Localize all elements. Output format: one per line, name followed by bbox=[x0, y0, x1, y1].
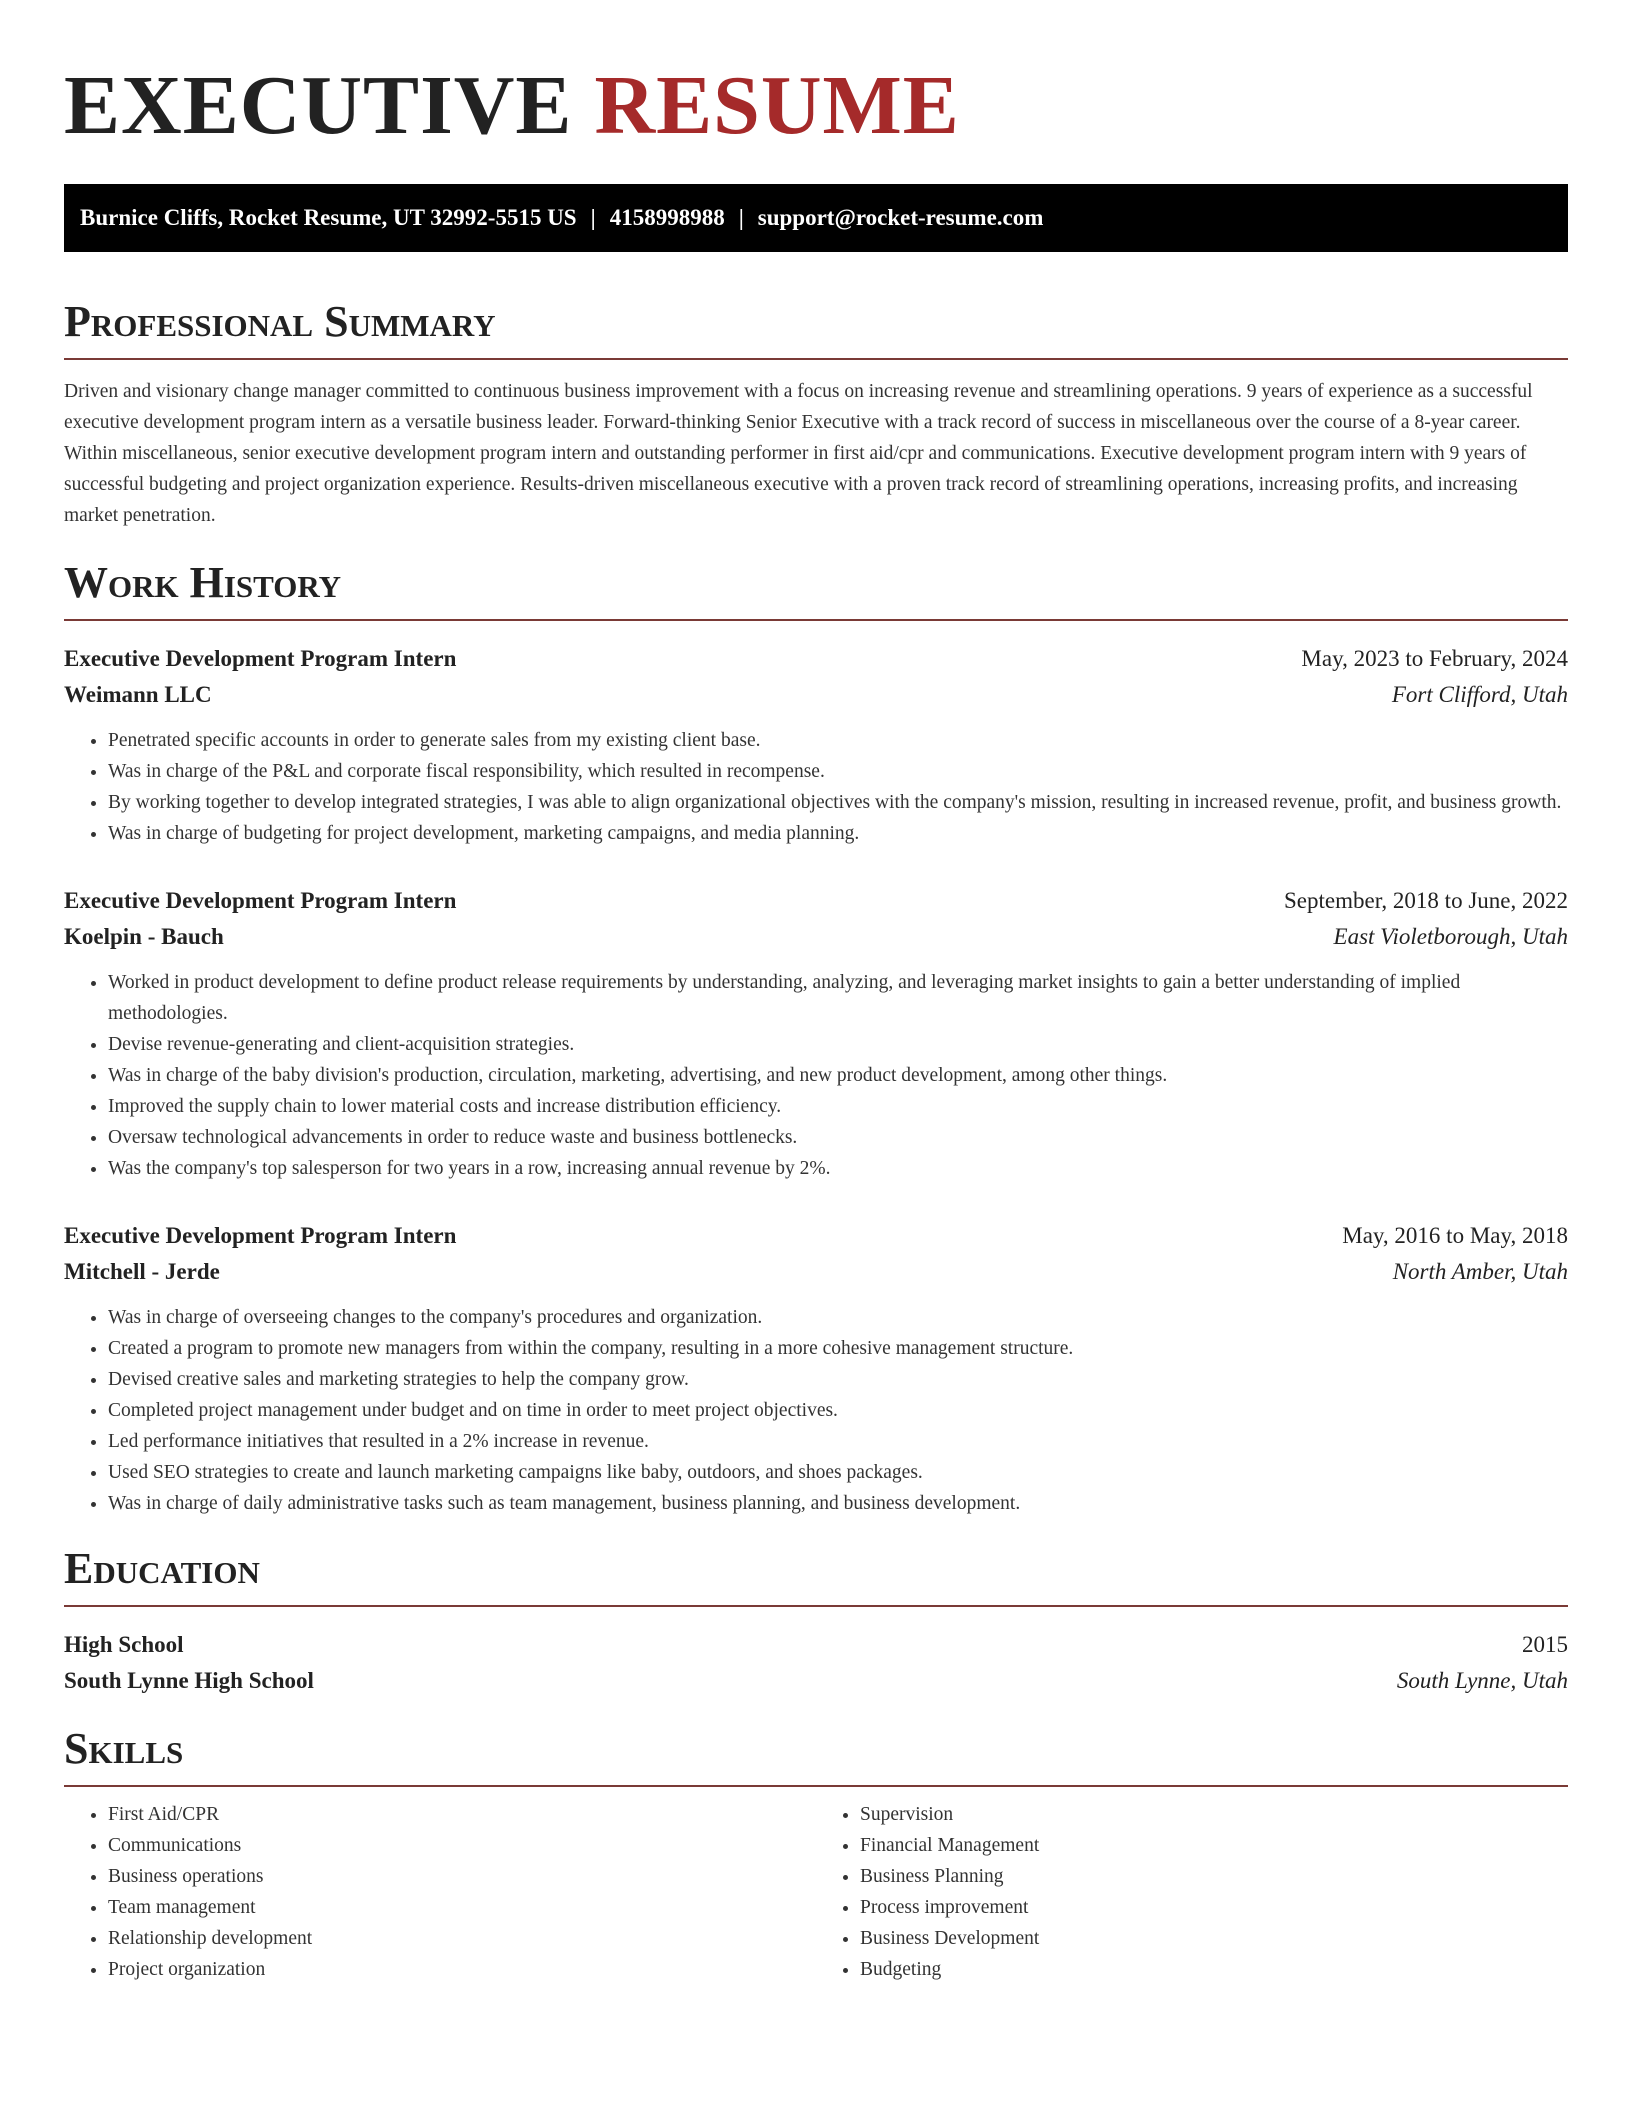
list-item: • Was in charge of the P&L and corporate fiscal responsibility, which resulted in recompense. bbox=[108, 756, 1568, 787]
school-location: South Lynne, Utah bbox=[1396, 1668, 1568, 1693]
contact-separator: | bbox=[738, 205, 744, 230]
list-item: • Penetrated specific accounts in order to generate sales from my existing client base. bbox=[108, 725, 1568, 756]
skills-grid bbox=[64, 1799, 1568, 1985]
contact-bar bbox=[64, 184, 1568, 252]
skill-item: • Project organization bbox=[108, 1954, 816, 1985]
list-item: • Was the company's top salesperson for two years in a row, increasing annual revenue by 2%. bbox=[108, 1153, 1568, 1184]
skill-item: • Process improvement bbox=[860, 1892, 1568, 1923]
section-heading: Skills bbox=[64, 1724, 184, 1773]
job-title: Executive Development Program Intern bbox=[64, 1223, 457, 1248]
section-divider bbox=[64, 619, 1568, 621]
skill-item: • First Aid/CPR bbox=[108, 1799, 816, 1830]
list-item: • Was in charge of budgeting for project development, marketing campaigns, and media planning. bbox=[108, 818, 1568, 849]
professional-summary-section bbox=[64, 297, 1568, 531]
summary-text: Driven and visionary change manager committed to continuous business improvement with a focus on increasing revenue and streamlining operations. 9 years of experience as a successful executive development program intern as a versatile business leader. Forward-thinking Senior Executive with a track record of success in miscellaneous over the course of a 8-year career. Within miscellaneous, senior executive development program intern and outstanding performer in first aid/cpr and communications. Executive development program intern with 9 years of successful budgeting and project organization experience. Results-driven miscellaneous executive with a proven track record of streamlining operations, increasing profits, and increasing market penetration. bbox=[64, 381, 1533, 526]
skills-column-right bbox=[816, 1799, 1568, 1985]
job-dates: September, 2018 to June, 2022 bbox=[1284, 888, 1568, 913]
degree: High School bbox=[64, 1632, 184, 1657]
job-entry bbox=[64, 883, 1568, 1184]
list-item: • Oversaw technological advancements in order to reduce waste and business bottlenecks. bbox=[108, 1122, 1568, 1153]
contact-email[interactable]: support@rocket-resume.com bbox=[757, 205, 1044, 230]
list-item: • Completed project management under budget and on time in order to meet project objectives. bbox=[108, 1395, 1568, 1426]
skill-item: • Business Development bbox=[860, 1923, 1568, 1954]
skill-item: • Business operations bbox=[108, 1861, 816, 1892]
section-heading: Education bbox=[64, 1544, 260, 1593]
list-item: • Created a program to promote new managers from within the company, resulting in a more cohesive management structure. bbox=[108, 1333, 1568, 1364]
resume-title bbox=[64, 59, 1568, 152]
list-item: • Devised creative sales and marketing strategies to help the company grow. bbox=[108, 1364, 1568, 1395]
skill-item: • Financial Management bbox=[860, 1830, 1568, 1861]
list-item: • Was in charge of the baby division's production, circulation, marketing, advertising, and new product development, among other things. bbox=[108, 1060, 1568, 1091]
contact-address: Burnice Cliffs, Rocket Resume, UT 32992-5515 US bbox=[80, 205, 577, 230]
skill-item: • Business Planning bbox=[860, 1861, 1568, 1892]
title-main: EXECUTIVE bbox=[64, 59, 573, 152]
section-divider bbox=[64, 1785, 1568, 1787]
graduation-year: 2015 bbox=[1522, 1632, 1568, 1657]
skills-section bbox=[64, 1724, 1568, 1985]
contact-separator: | bbox=[590, 205, 596, 230]
work-history-section bbox=[64, 558, 1568, 1519]
job-bullets bbox=[64, 1302, 1568, 1519]
skill-item: • Relationship development bbox=[108, 1923, 816, 1954]
company-name: Koelpin - Bauch bbox=[64, 924, 224, 949]
list-item: • Worked in product development to define product release requirements by understanding, analyzing, and leveraging market insights to gain a better understanding of implied methodologies. bbox=[108, 967, 1568, 1029]
job-entry bbox=[64, 641, 1568, 849]
education-entry bbox=[64, 1627, 1568, 1699]
job-location: Fort Clifford, Utah bbox=[1391, 682, 1568, 707]
list-item: • Led performance initiatives that resulted in a 2% increase in revenue. bbox=[108, 1426, 1568, 1457]
job-bullets bbox=[64, 967, 1568, 1184]
list-item: • Used SEO strategies to create and launch marketing campaigns like baby, outdoors, and shoes packages. bbox=[108, 1457, 1568, 1488]
skill-item: • Budgeting bbox=[860, 1954, 1568, 1985]
list-item: • By working together to develop integrated strategies, I was able to align organizational objectives with the company's mission, resulting in increased revenue, profit, and business growth. bbox=[108, 787, 1568, 818]
company-name: Weimann LLC bbox=[64, 682, 212, 707]
title-accent: RESUME bbox=[594, 59, 960, 152]
skills-list bbox=[64, 1799, 816, 1985]
skill-item: • Team management bbox=[108, 1892, 816, 1923]
job-dates: May, 2023 to February, 2024 bbox=[1301, 646, 1568, 671]
job-dates: May, 2016 to May, 2018 bbox=[1342, 1223, 1568, 1248]
skills-list bbox=[816, 1799, 1568, 1985]
job-title: Executive Development Program Intern bbox=[64, 646, 457, 671]
list-item: • Improved the supply chain to lower material costs and increase distribution efficiency. bbox=[108, 1091, 1568, 1122]
job-bullets bbox=[64, 725, 1568, 849]
school-name: South Lynne High School bbox=[64, 1668, 314, 1693]
job-location: North Amber, Utah bbox=[1392, 1259, 1568, 1284]
skill-item: • Communications bbox=[108, 1830, 816, 1861]
section-heading: Work History bbox=[64, 558, 342, 607]
section-divider bbox=[64, 358, 1568, 360]
list-item: • Devise revenue-generating and client-acquisition strategies. bbox=[108, 1029, 1568, 1060]
contact-phone[interactable]: 4158998988 bbox=[609, 205, 725, 230]
skill-item: • Supervision bbox=[860, 1799, 1568, 1830]
section-divider bbox=[64, 1605, 1568, 1607]
company-name: Mitchell - Jerde bbox=[64, 1259, 220, 1284]
education-section bbox=[64, 1544, 1568, 1699]
list-item: • Was in charge of daily administrative tasks such as team management, business planning, and business development. bbox=[108, 1488, 1568, 1519]
job-title: Executive Development Program Intern bbox=[64, 888, 457, 913]
job-entry bbox=[64, 1218, 1568, 1519]
job-location: East Violetborough, Utah bbox=[1333, 924, 1568, 949]
list-item: • Was in charge of overseeing changes to the company's procedures and organization. bbox=[108, 1302, 1568, 1333]
section-heading: Professional Summary bbox=[64, 297, 496, 346]
skills-column-left bbox=[64, 1799, 816, 1985]
